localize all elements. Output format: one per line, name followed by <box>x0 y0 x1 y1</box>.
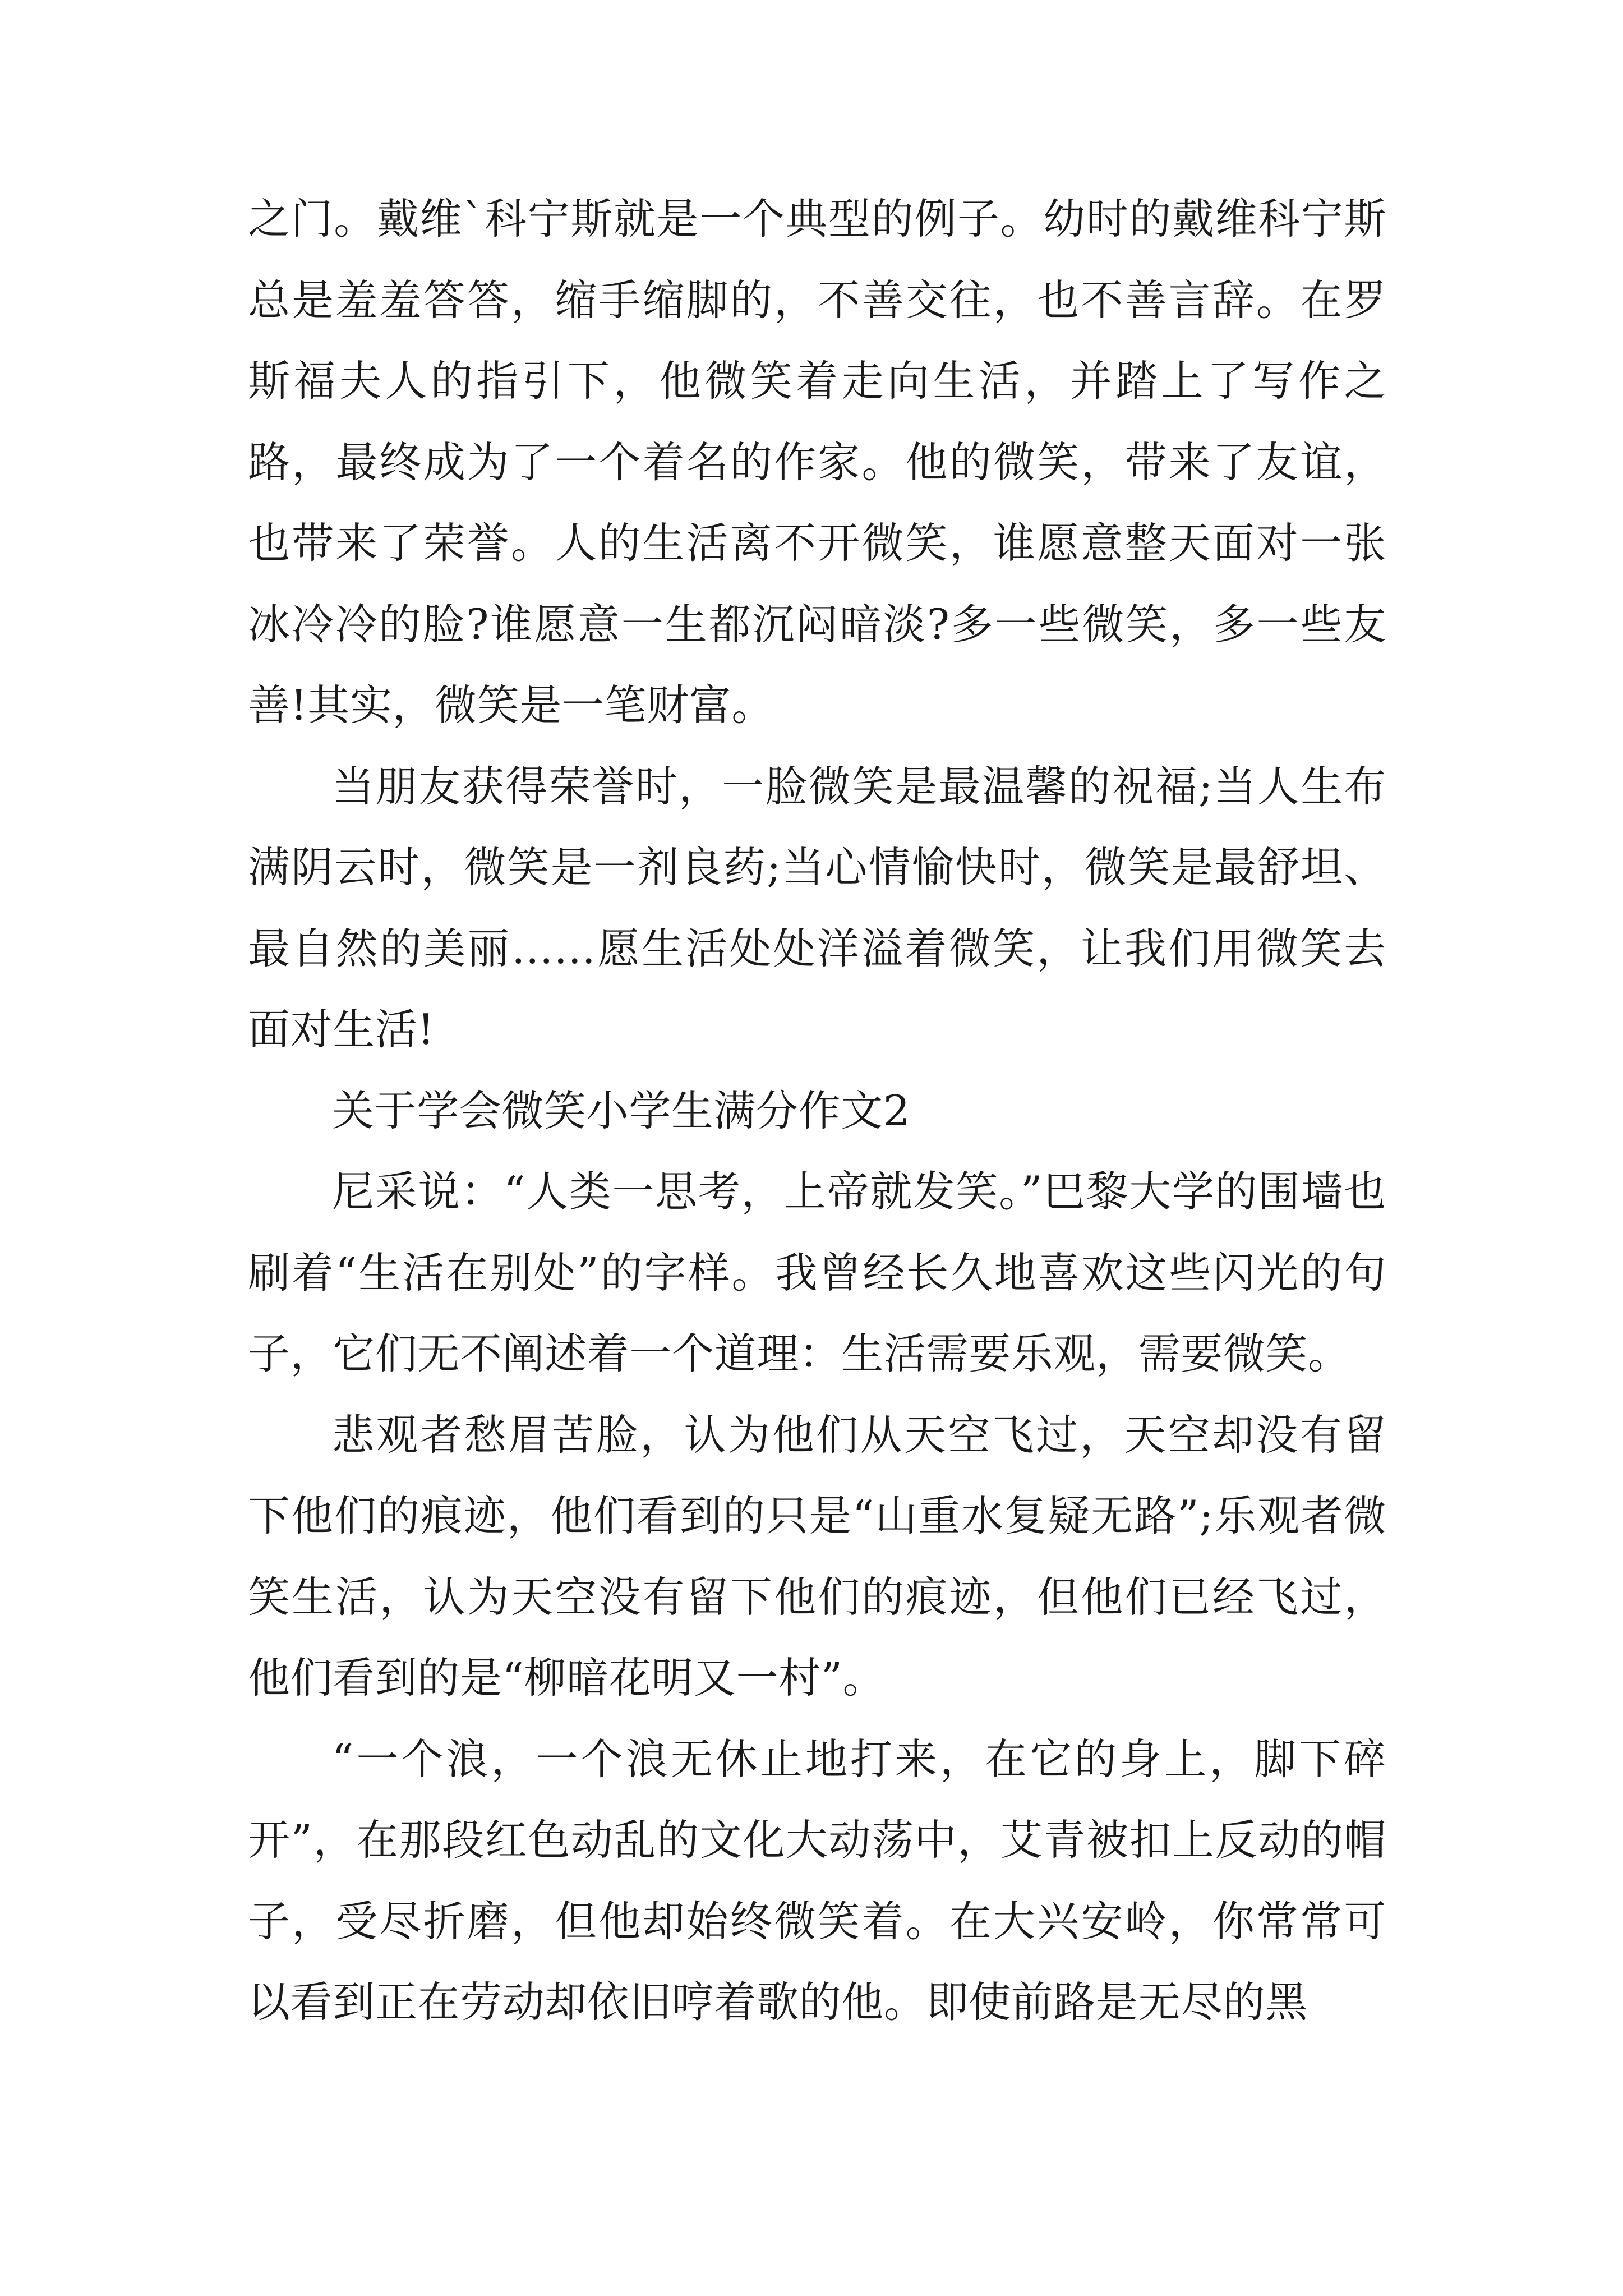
paragraph-1: 之门。戴维`科宁斯就是一个典型的例子。幼时的戴维科宁斯总是羞羞答答，缩手缩脚的，不善交往，也不善言辞。在罗斯福夫人的指引下，他微笑着走向生活，并踏上了写作之路，最终成为了一个着名的作家。他的微笑，带来了友谊，也带来了荣誉。人的生活离不开微笑，谁愿意整天面对一张冰冷冷的脸?谁愿意一生都沉闷暗淡?多一些微笑，多一些友善!其实，微笑是一笔财富。 <box>248 194 1386 730</box>
essay-heading: 关于学会微笑小学生满分作文2 <box>332 1085 911 1135</box>
paragraph-4: 悲观者愁眉苦脸，认为他们从天空飞过，天空却没有留下他们的痕迹，他们看到的只是“山重水复疑无路”;乐观者微笑生活，认为天空没有留下他们的痕迹，但他们已经飞过，他们看到的是“柳暗花明又一村”。 <box>248 1410 1386 1703</box>
paragraph-5: “一个浪，一个浪无休止地打来，在它的身上，脚下碎开”，在那段红色动乱的文化大动荡中，艾青被扣上反动的帽子，受尽折磨，但他却始终微笑着。在大兴安岭，你常常可以看到正在劳动却依旧哼着歌的他。即使前路是无尽的黑 <box>248 1734 1386 2027</box>
paragraph-3: 尼采说：“人类一思考，上帝就发笑。”巴黎大学的围墙也刷着“生活在别处”的字样。我曾经长久地喜欢这些闪光的句子，它们无不阐述着一个道理：生活需要乐观，需要微笑。 <box>248 1167 1386 1378</box>
paragraph-2: 当朋友获得荣誉时，一脸微笑是最温馨的祝福;当人生布满阴云时，微笑是一剂良药;当心情愉快时，微笑是最舒坦、最自然的美丽……愿生活处处洋溢着微笑，让我们用微笑去面对生活! <box>248 761 1386 1054</box>
document-body <box>248 178 1386 2043</box>
